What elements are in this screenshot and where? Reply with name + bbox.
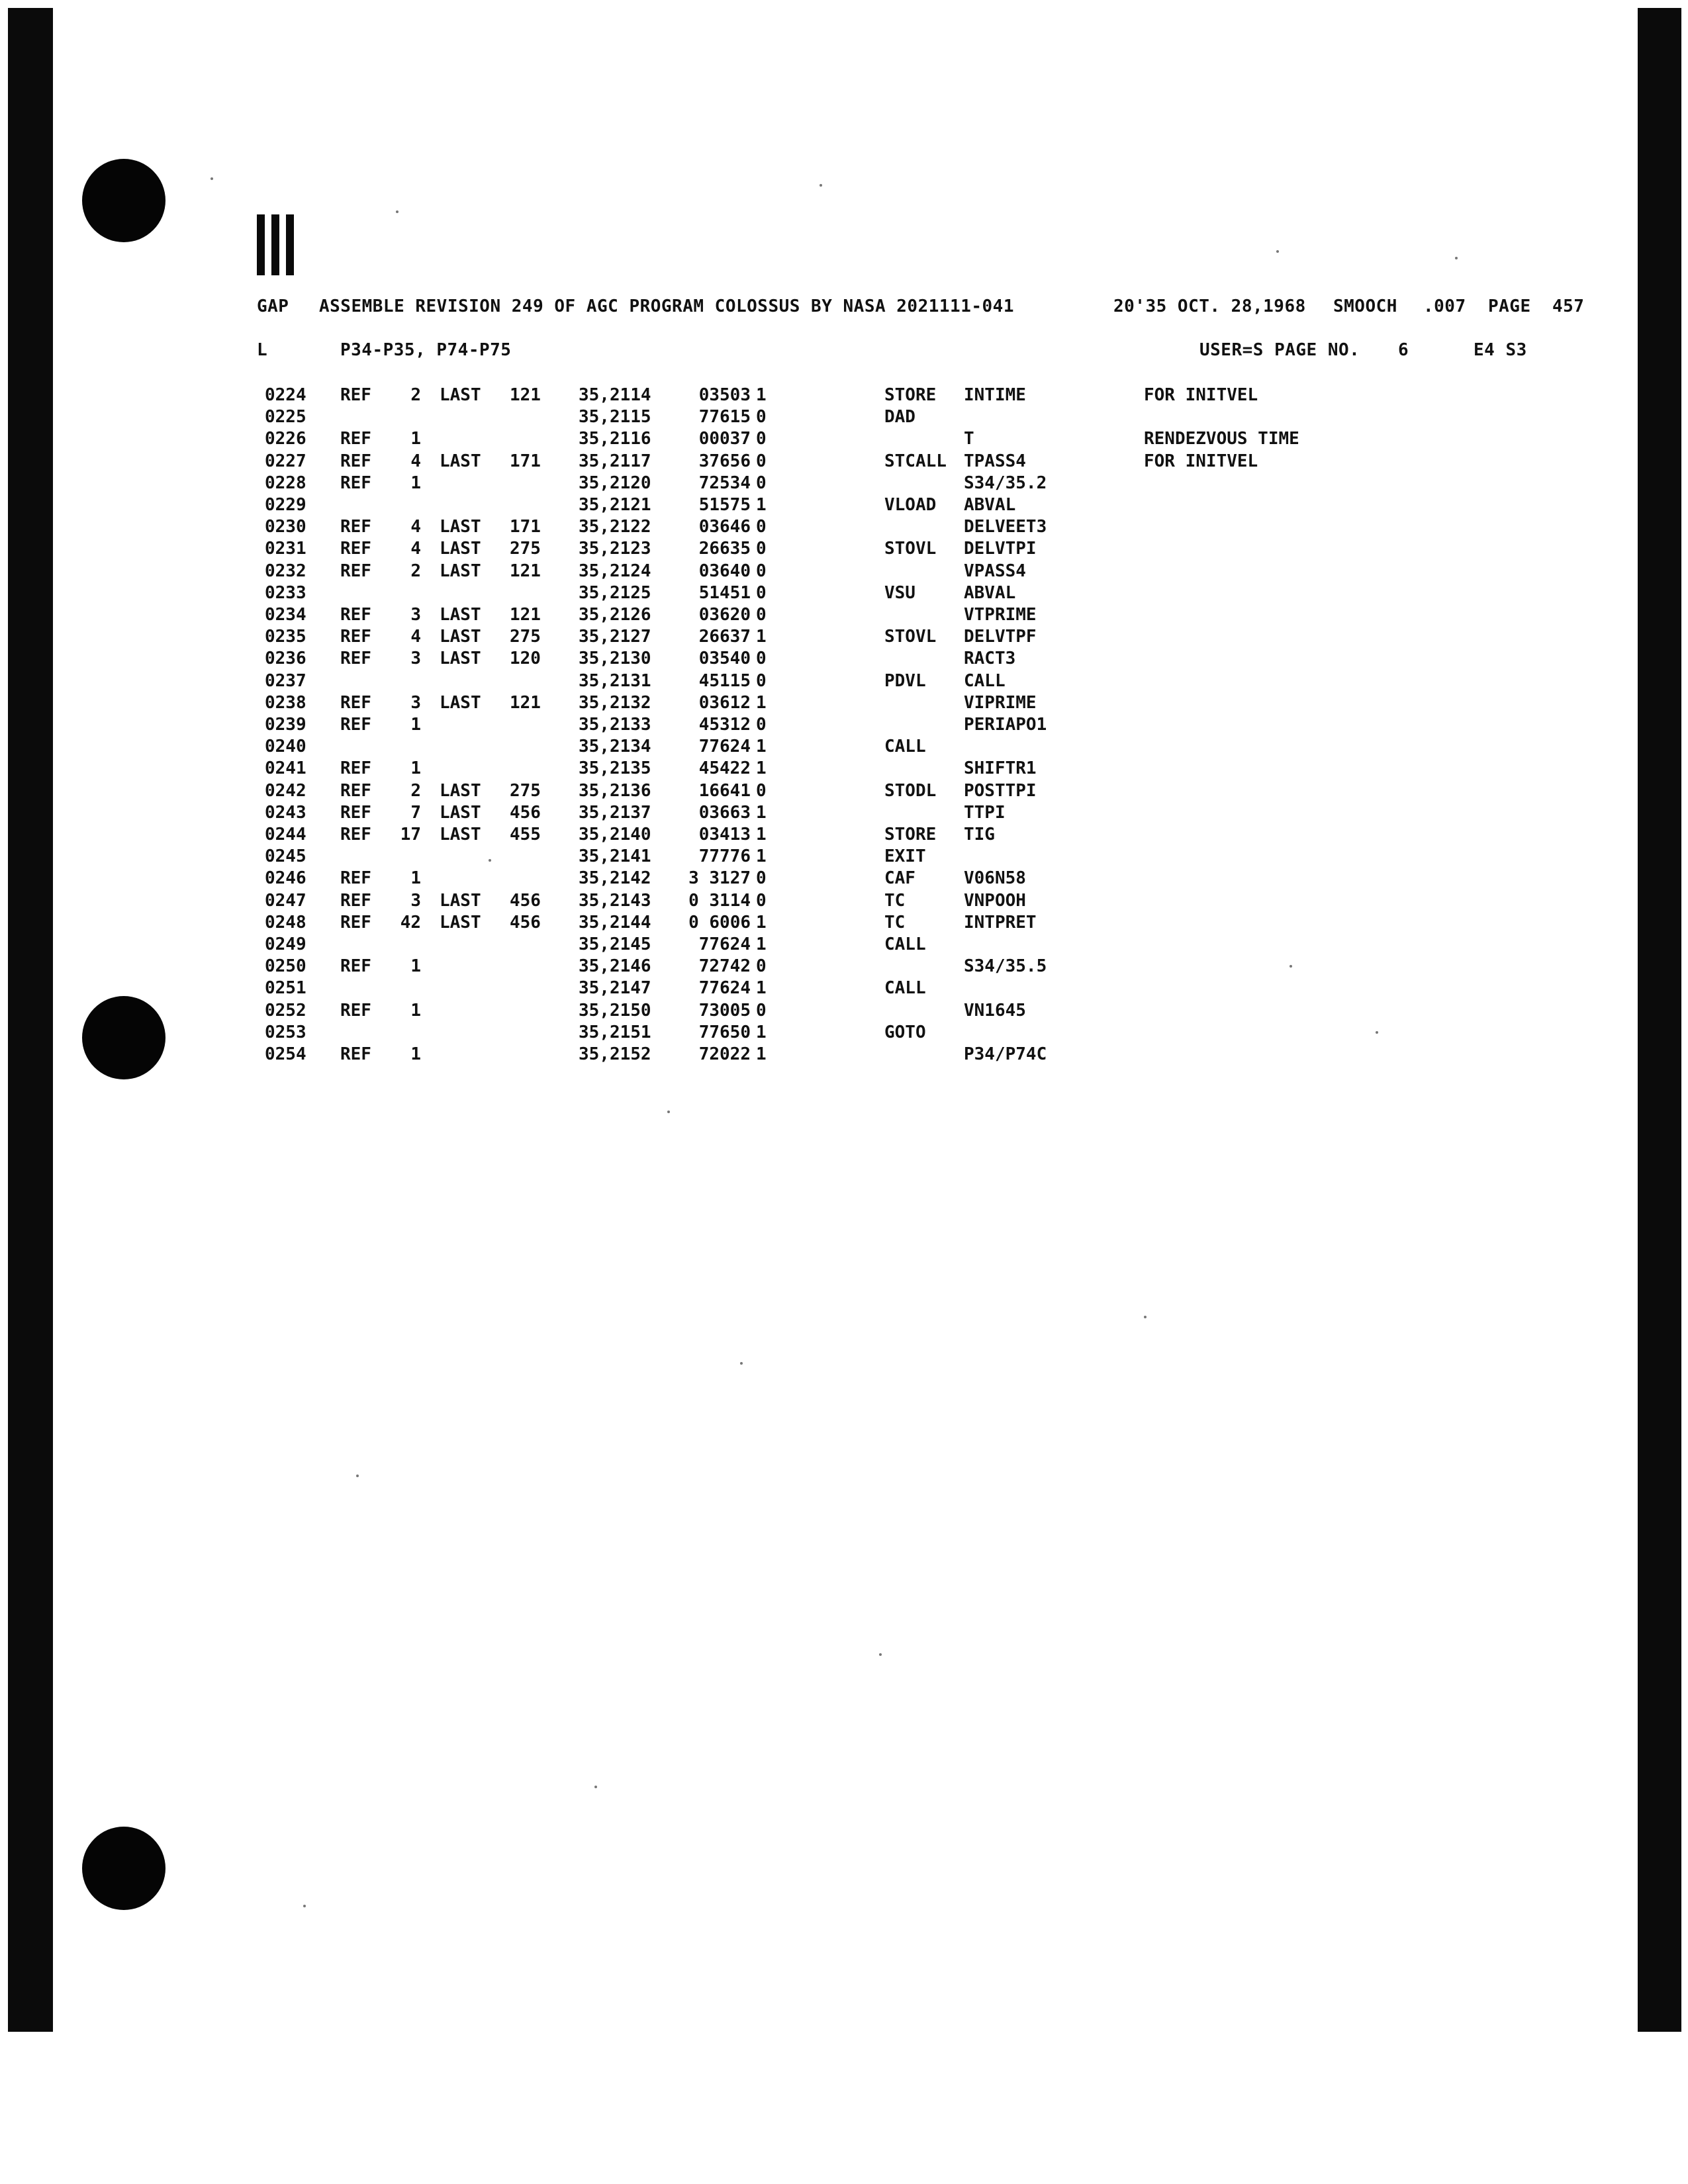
- listing-line: 0226: [265, 429, 306, 449]
- listing-oct: 77650: [698, 1022, 751, 1042]
- listing-arg: CALL: [964, 670, 1006, 691]
- listing-arg: TPASS4: [964, 451, 1026, 471]
- listing-flag: 0: [756, 539, 767, 559]
- listing-addr: 35,2122: [579, 517, 651, 537]
- listing-last: LAST: [440, 561, 481, 581]
- listing-arg: TTPI: [964, 802, 1006, 823]
- listing-arg: T: [964, 429, 974, 449]
- timestamp: 20'35 OCT. 28,1968: [1113, 296, 1306, 316]
- listing-num: 4: [410, 627, 421, 647]
- listing-op: PDVL: [884, 670, 926, 691]
- listing-comment: FOR INITVEL: [1144, 451, 1258, 471]
- listing-addr: 35,2151: [579, 1022, 651, 1042]
- listing-oct: 73005: [698, 1000, 751, 1021]
- listing-line: 0227: [265, 451, 306, 471]
- listing-row: [0, 517, 1688, 539]
- listing-lastn: 121: [510, 385, 541, 405]
- listing-op: TC: [884, 912, 906, 933]
- listing-line: 0225: [265, 407, 306, 428]
- listing-line: 0243: [265, 802, 306, 823]
- listing-ref: REF: [340, 517, 371, 537]
- listing-line: 0224: [265, 385, 306, 405]
- listing-addr: 35,2120: [579, 473, 651, 493]
- users-page-number: 6: [1398, 340, 1409, 360]
- listing-line: 0250: [265, 956, 306, 977]
- listing-last: LAST: [440, 912, 481, 933]
- listing-addr: 35,2123: [579, 539, 651, 559]
- listing-last: LAST: [440, 780, 481, 801]
- listing-addr: 35,2152: [579, 1044, 651, 1064]
- listing-ref: REF: [340, 649, 371, 669]
- listing-row: [0, 671, 1688, 693]
- listing-line: 0249: [265, 934, 306, 954]
- listing-oct: 45115: [698, 670, 751, 691]
- listing-last: LAST: [440, 649, 481, 669]
- listing-addr: 35,2146: [579, 956, 651, 977]
- listing-flag: 1: [756, 627, 767, 647]
- listing-line: 0234: [265, 605, 306, 625]
- page-label: PAGE: [1488, 296, 1531, 316]
- listing-line: 0242: [265, 780, 306, 801]
- listing-addr: 35,2150: [579, 1000, 651, 1021]
- listing-row: [0, 451, 1688, 473]
- listing-row: [0, 539, 1688, 561]
- listing-flag: 0: [756, 517, 767, 537]
- listing-num: 2: [410, 385, 421, 405]
- listing-line: 0228: [265, 473, 306, 493]
- listing-row: [0, 758, 1688, 780]
- listing-row: [0, 956, 1688, 978]
- listing-ref: REF: [340, 758, 371, 779]
- listing-flag: 1: [756, 934, 767, 954]
- listing-addr: 35,2143: [579, 890, 651, 911]
- column-l: L: [257, 340, 268, 360]
- listing-arg: DELVTPI: [964, 539, 1037, 559]
- listing-row: [0, 913, 1688, 934]
- listing-line: 0253: [265, 1022, 306, 1042]
- listing-arg: VIPRIME: [964, 692, 1037, 713]
- listing-line: 0229: [265, 495, 306, 515]
- listing-op: STOVL: [884, 627, 937, 647]
- listing-oct: 00037: [698, 429, 751, 449]
- listing-oct: 26637: [698, 627, 751, 647]
- listing-addr: 35,2140: [579, 825, 651, 844]
- listing-flag: 1: [756, 1044, 767, 1064]
- listing-row: [0, 715, 1688, 737]
- listing-lastn: 121: [510, 561, 541, 581]
- listing-last: LAST: [440, 627, 481, 647]
- listing-comment: RENDEZVOUS TIME: [1144, 429, 1299, 449]
- users-page-label: USER=S PAGE NO.: [1199, 340, 1360, 360]
- listing-flag: 1: [756, 802, 767, 823]
- listing-addr: 35,2142: [579, 868, 651, 889]
- listing-flag: 0: [756, 670, 767, 691]
- listing-addr: 35,2125: [579, 582, 651, 603]
- listing-addr: 35,2132: [579, 692, 651, 713]
- listing-arg: DELVEET3: [964, 517, 1047, 537]
- listing-num: 3: [410, 890, 421, 911]
- section-title: P34-P35, P74-P75: [340, 340, 512, 360]
- listing-addr: 35,2114: [579, 385, 651, 405]
- listing-arg: S34/35.2: [964, 473, 1047, 493]
- listing-arg: VTPRIME: [964, 605, 1037, 625]
- listing-op: EXIT: [884, 846, 926, 867]
- listing-arg: INTPRET: [964, 912, 1037, 933]
- listing-ref: REF: [340, 473, 371, 493]
- listing-arg: VN1645: [964, 1000, 1026, 1021]
- listing-num: 1: [410, 1044, 421, 1064]
- listing-line: 0235: [265, 627, 306, 647]
- listing-oct: 51451: [698, 582, 751, 603]
- listing-arg: POSTTPI: [964, 780, 1037, 801]
- listing-line: 0251: [265, 978, 306, 999]
- listing-oct: 16641: [698, 780, 751, 801]
- listing-row: [0, 781, 1688, 803]
- listing-num: 3: [410, 692, 421, 713]
- listing-row: [0, 495, 1688, 517]
- listing-addr: 35,2147: [579, 978, 651, 999]
- listing-oct: 45422: [698, 758, 751, 779]
- listing-lastn: 455: [510, 825, 541, 844]
- listing-lastn: 456: [510, 890, 541, 911]
- listing-oct: 72534: [698, 473, 751, 493]
- listing-num: 7: [410, 802, 421, 823]
- listing-row: [0, 583, 1688, 605]
- listing-oct: 77624: [698, 934, 751, 954]
- listing-row: [0, 803, 1688, 825]
- listing-oct: 37656: [698, 451, 751, 471]
- listing-oct: 45312: [698, 715, 751, 735]
- listing-flag: 1: [756, 385, 767, 405]
- listing-addr: 35,2145: [579, 934, 651, 954]
- listing-addr: 35,2124: [579, 561, 651, 581]
- listing-oct: 0 6006: [688, 912, 751, 933]
- listing-num: 1: [410, 473, 421, 493]
- listing-arg: VNPOOH: [964, 890, 1026, 911]
- gap-mark: GAP: [257, 296, 289, 316]
- listing-oct: 77615: [698, 407, 751, 428]
- listing-lastn: 275: [510, 627, 541, 647]
- listing-num: 3: [410, 605, 421, 625]
- listing-flag: 1: [756, 825, 767, 844]
- listing-ref: REF: [340, 715, 371, 735]
- listing-addr: 35,2115: [579, 407, 651, 428]
- listing-line: 0247: [265, 890, 306, 911]
- listing-oct: 03540: [698, 649, 751, 669]
- user-name: SMOOCH: [1333, 296, 1397, 316]
- listing-ref: REF: [340, 868, 371, 889]
- listing-code: E4 S3: [1474, 340, 1527, 360]
- listing-row: [0, 385, 1688, 407]
- listing-num: 4: [410, 517, 421, 537]
- listing-last: LAST: [440, 825, 481, 844]
- listing-flag: 0: [756, 649, 767, 669]
- listing-oct: 0 3114: [688, 890, 751, 911]
- listing-addr: 35,2127: [579, 627, 651, 647]
- listing-ref: REF: [340, 1000, 371, 1021]
- listing-line: 0245: [265, 846, 306, 867]
- listing-flag: 1: [756, 1022, 767, 1042]
- listing-num: 2: [410, 780, 421, 801]
- listing-arg: V06N58: [964, 868, 1026, 889]
- listing-addr: 35,2116: [579, 429, 651, 449]
- listing-line: 0248: [265, 912, 306, 933]
- listing-flag: 0: [756, 582, 767, 603]
- listing-line: 0237: [265, 670, 306, 691]
- listing-comment: FOR INITVEL: [1144, 385, 1258, 405]
- listing-flag: 0: [756, 780, 767, 801]
- listing-oct: 03646: [698, 517, 751, 537]
- listing-ref: REF: [340, 627, 371, 647]
- listing-flag: 1: [756, 495, 767, 515]
- listing-row: [0, 561, 1688, 583]
- listing-lastn: 121: [510, 692, 541, 713]
- listing-row: [0, 429, 1688, 451]
- listing-num: 2: [410, 561, 421, 581]
- listing-addr: 35,2117: [579, 451, 651, 471]
- listing-addr: 35,2126: [579, 605, 651, 625]
- listing-ref: REF: [340, 692, 371, 713]
- listing-line: 0230: [265, 517, 306, 537]
- listing-oct: 03663: [698, 802, 751, 823]
- listing-row: [0, 407, 1688, 429]
- assembly-title: ASSEMBLE REVISION 249 OF AGC PROGRAM COLOSSUS BY NASA 2021111-041: [319, 296, 1014, 316]
- listing-line: 0240: [265, 737, 306, 757]
- listing-row: [0, 649, 1688, 670]
- listing-arg: RACT3: [964, 649, 1016, 669]
- listing-num: 17: [400, 825, 421, 844]
- listing-flag: 1: [756, 912, 767, 933]
- listing-row: [0, 693, 1688, 715]
- listing-addr: 35,2121: [579, 495, 651, 515]
- listing-lastn: 275: [510, 780, 541, 801]
- listing-row: [0, 1023, 1688, 1044]
- listing-op: VLOAD: [884, 495, 937, 515]
- listing-ref: REF: [340, 429, 371, 449]
- listing-line: 0252: [265, 1000, 306, 1021]
- listing-flag: 1: [756, 737, 767, 757]
- listing-num: 3: [410, 649, 421, 669]
- listing-num: 1: [410, 868, 421, 889]
- listing-ref: REF: [340, 802, 371, 823]
- listing-oct: 03503: [698, 385, 751, 405]
- listing-arg: ABVAL: [964, 495, 1016, 515]
- listing-arg: VPASS4: [964, 561, 1026, 581]
- listing-num: 4: [410, 451, 421, 471]
- listing-arg: SHIFTR1: [964, 758, 1037, 779]
- listing-oct: 03612: [698, 692, 751, 713]
- listing-oct: 77624: [698, 737, 751, 757]
- listing-row: [0, 1001, 1688, 1023]
- listing-oct: 03413: [698, 825, 751, 844]
- listing-row: [0, 1044, 1688, 1066]
- listing-line: 0233: [265, 582, 306, 603]
- listing-last: LAST: [440, 605, 481, 625]
- listing-lastn: 171: [510, 451, 541, 471]
- listing-lastn: 456: [510, 802, 541, 823]
- listing-oct: 77624: [698, 978, 751, 999]
- listing-flag: 0: [756, 429, 767, 449]
- listing-flag: 0: [756, 451, 767, 471]
- listing-row: [0, 627, 1688, 649]
- listing-addr: 35,2131: [579, 670, 651, 691]
- listing-flag: 0: [756, 1000, 767, 1021]
- listing-last: LAST: [440, 692, 481, 713]
- listing-flag: 1: [756, 692, 767, 713]
- listing-ref: REF: [340, 956, 371, 977]
- listing-line: 0244: [265, 825, 306, 844]
- listing-flag: 1: [756, 978, 767, 999]
- listing-last: LAST: [440, 802, 481, 823]
- listing-flag: 0: [756, 868, 767, 889]
- listing-op: STORE: [884, 825, 937, 844]
- listing-row: [0, 846, 1688, 868]
- listing-flag: 0: [756, 605, 767, 625]
- listing-lastn: 275: [510, 539, 541, 559]
- listing-last: LAST: [440, 539, 481, 559]
- listing-arg: PERIAPO1: [964, 715, 1047, 735]
- listing-line: 0231: [265, 539, 306, 559]
- listing-op: CALL: [884, 737, 926, 757]
- listing-ref: REF: [340, 451, 371, 471]
- listing-addr: 35,2137: [579, 802, 651, 823]
- listing-line: 0241: [265, 758, 306, 779]
- listing-line: 0238: [265, 692, 306, 713]
- listing-line: 0236: [265, 649, 306, 669]
- listing-arg: INTIME: [964, 385, 1026, 405]
- listing-ref: REF: [340, 385, 371, 405]
- listing-op: STOVL: [884, 539, 937, 559]
- listing-op: CAF: [884, 868, 915, 889]
- listing-line: 0239: [265, 715, 306, 735]
- listing-addr: 35,2130: [579, 649, 651, 669]
- listing-num: 1: [410, 758, 421, 779]
- listing-line: 0246: [265, 868, 306, 889]
- page-number: 457: [1552, 296, 1585, 316]
- listing-last: LAST: [440, 890, 481, 911]
- listing-addr: 35,2144: [579, 912, 651, 933]
- listing-ref: REF: [340, 890, 371, 911]
- listing-num: 1: [410, 956, 421, 977]
- listing-row: [0, 605, 1688, 627]
- listing-ref: REF: [340, 605, 371, 625]
- listing-addr: 35,2136: [579, 780, 651, 801]
- listing-flag: 0: [756, 715, 767, 735]
- listing-row: [0, 978, 1688, 1000]
- listing-ref: REF: [340, 825, 371, 844]
- listing-op: DAD: [884, 407, 915, 428]
- listing-row: [0, 868, 1688, 890]
- listing-op: GOTO: [884, 1022, 926, 1042]
- listing-op: STODL: [884, 780, 937, 801]
- listing-flag: 0: [756, 407, 767, 428]
- listing-row: [0, 737, 1688, 758]
- listing-arg: ABVAL: [964, 582, 1016, 603]
- listing-lastn: 121: [510, 605, 541, 625]
- listing-num: 1: [410, 1000, 421, 1021]
- listing-oct: 3 3127: [688, 868, 751, 889]
- listing-ref: REF: [340, 539, 371, 559]
- listing-ref: REF: [340, 561, 371, 581]
- listing-num: 1: [410, 429, 421, 449]
- listing-flag: 0: [756, 473, 767, 493]
- listing-lastn: 120: [510, 649, 541, 669]
- listing-oct: 72742: [698, 956, 751, 977]
- listing-lastn: 456: [510, 912, 541, 933]
- listing-flag: 0: [756, 890, 767, 911]
- run-ref: .007: [1423, 296, 1466, 316]
- listing-flag: 0: [756, 561, 767, 581]
- listing-op: TC: [884, 890, 906, 911]
- listing-oct: 77776: [698, 846, 751, 867]
- listing-oct: 03640: [698, 561, 751, 581]
- listing-last: LAST: [440, 385, 481, 405]
- listing-addr: 35,2141: [579, 846, 651, 867]
- listing-arg: TIG: [964, 825, 995, 844]
- listing-op: STORE: [884, 385, 937, 405]
- listing-row: [0, 825, 1688, 846]
- listing-row: [0, 934, 1688, 956]
- listing-arg: P34/P74C: [964, 1044, 1047, 1064]
- listing-line: 0254: [265, 1044, 306, 1064]
- listing-line: 0232: [265, 561, 306, 581]
- listing-op: STCALL: [884, 451, 947, 471]
- listing-last: LAST: [440, 517, 481, 537]
- listing-op: VSU: [884, 582, 915, 603]
- listing-row: [0, 891, 1688, 913]
- listing-ref: REF: [340, 1044, 371, 1064]
- listing-oct: 72022: [698, 1044, 751, 1064]
- listing-num: 4: [410, 539, 421, 559]
- listing-num: 1: [410, 715, 421, 735]
- listing-flag: 0: [756, 956, 767, 977]
- listing-flag: 1: [756, 758, 767, 779]
- listing-oct: 26635: [698, 539, 751, 559]
- listing-lastn: 171: [510, 517, 541, 537]
- listing-flag: 1: [756, 846, 767, 867]
- listing-arg: DELVTPF: [964, 627, 1037, 647]
- listing-addr: 35,2134: [579, 737, 651, 757]
- listing-op: CALL: [884, 978, 926, 999]
- listing-row: [0, 473, 1688, 495]
- listing-arg: S34/35.5: [964, 956, 1047, 977]
- listing-oct: 51575: [698, 495, 751, 515]
- listing-oct: 03620: [698, 605, 751, 625]
- listing-op: CALL: [884, 934, 926, 954]
- listing-num: 42: [400, 912, 421, 933]
- listing-ref: REF: [340, 780, 371, 801]
- listing-addr: 35,2135: [579, 758, 651, 779]
- listing-last: LAST: [440, 451, 481, 471]
- listing-ref: REF: [340, 912, 371, 933]
- listing-addr: 35,2133: [579, 715, 651, 735]
